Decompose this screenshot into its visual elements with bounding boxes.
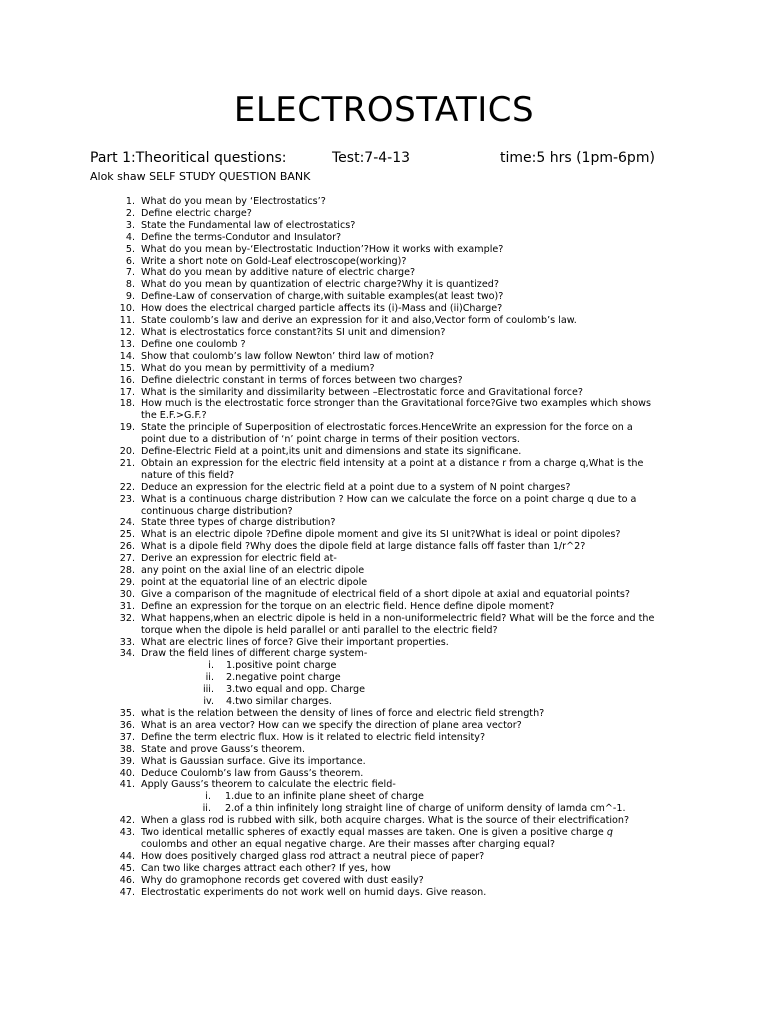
question-text (135, 351, 690, 363)
sub-item-number: i. (205, 791, 211, 803)
question-number: 10. (119, 303, 135, 315)
question-number: 40. (119, 767, 135, 779)
question-line: Define electric charge? (141, 207, 252, 219)
sub-item-text: 1.due to an infinite plane sheet of charge (225, 791, 424, 803)
question-line: When a glass rod is rubbed with silk, both acquire charges. What is the source of their electrification? (141, 815, 630, 827)
question-number: 29. (119, 577, 135, 588)
question-line-2: continuous charge distribution? (141, 505, 293, 517)
question-item (90, 291, 690, 303)
question-number: 26. (119, 541, 135, 553)
question-text (135, 887, 690, 899)
question-number: 7. (125, 267, 135, 279)
question-line-2: nature of this field? (141, 469, 235, 481)
question-item (90, 339, 690, 351)
question-text (135, 768, 690, 780)
question-text (135, 363, 690, 375)
sub-item-number: i. (208, 660, 214, 672)
question-item (90, 327, 690, 339)
question-line: what is the relation between the density of lines of force and electric field strength? (141, 707, 545, 719)
question-number: 15. (119, 362, 135, 374)
question-line: What do you mean by permittivity of a medium? (141, 362, 375, 374)
question-text (135, 220, 690, 232)
question-number: 17. (119, 386, 135, 398)
question-line: Define the terms-Condutor and Insulator? (141, 231, 342, 243)
question-line: State three types of charge distribution? (141, 517, 336, 529)
question-text (135, 744, 690, 756)
question-item (90, 863, 690, 875)
question-line: Electrostatic experiments do not work well on humid days. Give reason. (141, 886, 487, 898)
question-item (90, 768, 690, 780)
question-line: State the principle of Superposition of electrostatic forces.HenceWrite an expression for the force on a (141, 422, 633, 434)
question-number: 33. (119, 636, 135, 648)
question-line-2: torque when the dipole is held parallel or anti parallel to the electric field? (141, 624, 498, 636)
question-line: Derive an expression for electric field at- (141, 553, 337, 565)
question-text (135, 458, 690, 482)
question-line: What is electrostatics force constant?its SI unit and dimension? (141, 326, 446, 338)
question-line: What is an area vector? How can we specify the direction of plane area vector? (141, 719, 522, 731)
question-text (135, 339, 690, 351)
question-line: Can two like charges attract each other? If yes, how (141, 862, 391, 874)
question-line: any point on the axial line of an electric dipole (141, 565, 365, 577)
sub-item-number: iv. (203, 696, 214, 708)
question-number: 3. (125, 219, 135, 231)
question-line: What is an electric dipole ?Define dipole moment and give its SI unit?What is ideal or point dipoles? (141, 529, 621, 541)
question-line: What do you mean by quantization of electric charge?Why it is quantized? (141, 279, 499, 291)
question-list (90, 196, 690, 898)
question-item (90, 279, 690, 291)
question-text (135, 851, 690, 863)
sub-item-text: 2.negative point charge (226, 672, 341, 684)
question-line: How does the electrical charged particle affects its (i)-Mass and (ii)Charge? (141, 303, 503, 315)
document-title: ELECTROSTATICS (233, 90, 535, 130)
question-item (90, 589, 690, 601)
question-text (135, 601, 690, 613)
question-line: How much is the electrostatic force stronger than the Gravitational force?Give two examples which shows (141, 398, 651, 410)
question-item (90, 756, 690, 768)
question-item (90, 208, 690, 220)
question-text (135, 244, 690, 256)
question-text (135, 815, 690, 827)
question-item (90, 553, 690, 565)
question-line: Deduce an expression for the electric field at a point due to a system of N point charges? (141, 481, 571, 493)
question-number: 46. (119, 874, 135, 886)
question-line: What do you mean by ‘Electrostatics’? (141, 196, 326, 207)
question-text (135, 375, 690, 387)
question-text (135, 648, 690, 660)
question-line: Draw the field lines of different charge system- (141, 648, 368, 660)
question-item (90, 375, 690, 387)
question-number: 30. (119, 588, 135, 600)
question-item (90, 732, 690, 744)
question-item (90, 232, 690, 244)
question-line: Define the term electric flux. How is it related to electric field intensity? (141, 731, 486, 743)
question-number: 5. (125, 243, 135, 255)
question-text (135, 279, 690, 291)
question-line-2: point due to a distribution of ‘n’ point charge in terms of their position vectors. (141, 434, 520, 446)
question-line: What is a dipole field ?Why does the dipole field at large distance falls off faster than 1/r^2? (141, 541, 586, 553)
author-line: Alok shaw SELF STUDY QUESTION BANK (90, 170, 311, 183)
question-italic: q (606, 827, 613, 839)
test-date: Test:7-4-13 (332, 150, 411, 166)
question-line: Write a short note on Gold-Leaf electroscope(working)? (141, 255, 407, 267)
question-text (135, 589, 690, 601)
question-item (90, 517, 690, 529)
question-item (90, 267, 690, 279)
question-number: 4. (125, 231, 135, 243)
question-number: 24. (119, 517, 135, 529)
question-text (135, 482, 690, 494)
question-line: What is a continuous charge distribution ? How can we calculate the force on a point charge q due to a (141, 493, 637, 505)
question-text (135, 863, 690, 875)
question-line: Define-Electric Field at a point,its unit and dimensions and state its significane. (141, 446, 522, 458)
question-number: 8. (125, 279, 135, 291)
question-text (135, 613, 690, 637)
question-text (135, 315, 690, 327)
question-item (90, 256, 690, 268)
question-text (135, 256, 690, 268)
question-item (90, 541, 690, 553)
sub-item-text: 2.of a thin infinitely long straight line of charge of uniform density of lamda cm^-1. (225, 803, 626, 815)
question-line: Obtain an expression for the electric field intensity at a point at a distance r from a charge q,What is the (141, 457, 644, 469)
question-text (135, 529, 690, 541)
question-item (90, 815, 690, 827)
question-line: What do you mean by-‘Electrostatic Induction’?How it works with example? (141, 243, 504, 255)
question-item (90, 648, 690, 660)
question-line: State the Fundamental law of electrostatics? (141, 219, 356, 231)
question-number: 14. (119, 350, 135, 362)
sub-item (90, 660, 690, 672)
question-item (90, 422, 690, 446)
question-line: What happens,when an electric dipole is held in a non-uniformelectric field? What will be the force and the (141, 612, 655, 624)
question-line: What is Gaussian surface. Give its importance. (141, 755, 366, 767)
question-number: 12. (119, 326, 135, 338)
question-number: 2. (125, 207, 135, 219)
question-line: What is the similarity and dissimilarity between –Electrostatic force and Gravitational force? (141, 386, 584, 398)
sub-item-number: ii. (205, 672, 214, 684)
question-number: 44. (119, 850, 135, 862)
question-number: 42. (119, 815, 135, 827)
question-text (135, 756, 690, 768)
question-number: 9. (125, 291, 135, 303)
question-text (135, 398, 690, 422)
question-line: Define an expression for the torque on an electric field. Hence define dipole moment? (141, 600, 555, 612)
question-text (135, 387, 690, 399)
question-number: 31. (119, 600, 135, 612)
question-text (135, 565, 690, 577)
question-item (90, 398, 690, 422)
question-item (90, 363, 690, 375)
question-line: Apply Gauss’s theorem to calculate the electric field- (141, 779, 396, 791)
question-text (135, 327, 690, 339)
question-line: How does positively charged glass rod attract a neutral piece of paper? (141, 850, 485, 862)
question-item (90, 720, 690, 732)
question-item (90, 601, 690, 613)
sub-item (90, 672, 690, 684)
question-number: 16. (119, 374, 135, 386)
question-text (135, 303, 690, 315)
question-number: 39. (119, 755, 135, 767)
sub-item (90, 684, 690, 696)
question-text (135, 720, 690, 732)
question-line-2: the E.F.>G.F.? (141, 410, 207, 422)
question-line: Define dielectric constant in terms of forces between two charges? (141, 374, 463, 386)
part-label: Part 1:Theoritical questions: (90, 150, 287, 166)
question-number: 11. (119, 315, 135, 327)
question-number: 43. (119, 827, 135, 839)
question-line: State and prove Gauss’s theorem. (141, 743, 305, 755)
question-item (90, 565, 690, 577)
question-item (90, 220, 690, 232)
sub-item (90, 803, 690, 815)
question-number: 41. (119, 779, 135, 791)
question-text (135, 637, 690, 649)
question-number: 27. (119, 553, 135, 565)
question-text (135, 517, 690, 529)
sub-item-text: 1.positive point charge (226, 660, 337, 672)
question-text (135, 732, 690, 744)
question-item (90, 351, 690, 363)
question-item (90, 851, 690, 863)
question-line: Define one coulomb ? (141, 338, 246, 350)
question-number: 38. (119, 743, 135, 755)
question-line-2: coulombs and other an equal negative charge. Are their masses after charging equal? (141, 838, 555, 850)
question-item (90, 494, 690, 518)
question-text (135, 494, 690, 518)
question-item (90, 708, 690, 720)
question-number: 28. (119, 565, 135, 577)
question-number: 22. (119, 481, 135, 493)
question-text (135, 196, 690, 208)
question-text (135, 827, 690, 851)
question-line: What are electric lines of force? Give their important properties. (141, 636, 449, 648)
question-item (90, 827, 690, 851)
question-text (135, 232, 690, 244)
question-text (135, 291, 690, 303)
question-text (135, 875, 690, 887)
question-item (90, 577, 690, 589)
question-item (90, 458, 690, 482)
question-text (135, 208, 690, 220)
question-item (90, 744, 690, 756)
question-line: Give a comparison of the magnitude of electrical field of a short dipole at axial and equatorial points? (141, 588, 631, 600)
question-line: Why do gramophone records get covered with dust easily? (141, 874, 424, 886)
question-item (90, 887, 690, 899)
question-item (90, 446, 690, 458)
sub-item (90, 791, 690, 803)
question-number: 21. (119, 457, 135, 469)
question-number: 1. (125, 196, 135, 207)
question-line: point at the equatorial line of an electric dipole (141, 577, 368, 588)
question-number: 36. (119, 719, 135, 731)
question-number: 6. (125, 255, 135, 267)
question-number: 35. (119, 707, 135, 719)
question-item (90, 875, 690, 887)
question-item (90, 196, 690, 208)
question-item (90, 303, 690, 315)
question-number: 37. (119, 731, 135, 743)
question-text (135, 708, 690, 720)
question-number: 32. (119, 612, 135, 624)
sub-item-number: ii. (202, 803, 211, 815)
question-item (90, 315, 690, 327)
question-number: 20. (119, 446, 135, 458)
question-text (135, 779, 690, 791)
question-line: Define-Law of conservation of charge,with suitable examples(at least two)? (141, 291, 504, 303)
question-text (135, 446, 690, 458)
question-line: State coulomb’s law and derive an expression for it and also,Vector form of coulomb’s law. (141, 315, 577, 327)
question-item (90, 637, 690, 649)
question-text (135, 541, 690, 553)
question-text (135, 553, 690, 565)
time-info: time:5 hrs (1pm-6pm) (500, 150, 655, 166)
question-number: 47. (119, 886, 135, 898)
sub-item (90, 696, 690, 708)
sub-item-number: iii. (202, 684, 214, 696)
question-line: Deduce Coulomb’s law from Gauss’s theorem. (141, 767, 364, 779)
question-number: 25. (119, 529, 135, 541)
question-number: 13. (119, 338, 135, 350)
question-line: What do you mean by additive nature of electric charge? (141, 267, 416, 279)
question-number: 19. (119, 422, 135, 434)
question-number: 18. (119, 398, 135, 410)
question-item (90, 779, 690, 791)
question-line: Two identical metallic spheres of exactly equal masses are taken. One is given a positive charge (141, 827, 607, 839)
question-item (90, 529, 690, 541)
question-line: Show that coulomb’s law follow Newton’ third law of motion? (141, 350, 435, 362)
sub-item-text: 4.two similar charges. (226, 696, 332, 708)
question-item (90, 244, 690, 256)
question-text (135, 422, 690, 446)
question-text (135, 577, 690, 589)
question-item (90, 613, 690, 637)
question-text (135, 267, 690, 279)
question-number: 34. (119, 648, 135, 660)
question-number: 23. (119, 493, 135, 505)
question-item (90, 387, 690, 399)
question-item (90, 482, 690, 494)
sub-item-text: 3.two equal and opp. Charge (226, 684, 366, 696)
question-number: 45. (119, 862, 135, 874)
